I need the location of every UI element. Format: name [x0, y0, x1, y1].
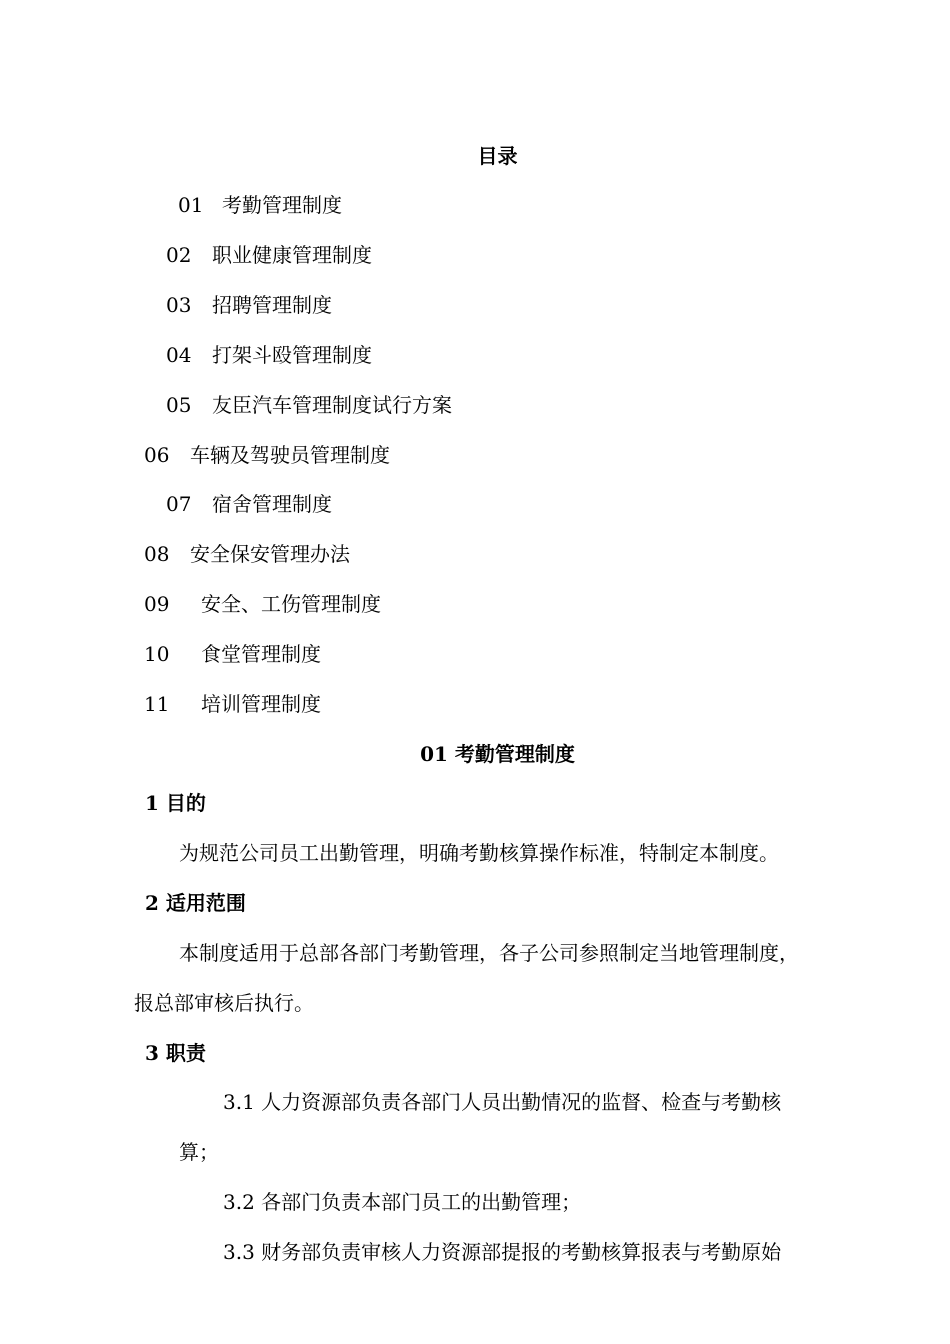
toc-item [166, 391, 452, 419]
toc-item-number: 09 [144, 592, 170, 616]
toc-item-title: 招聘管理制度 [212, 293, 332, 317]
paragraph-duty-3-1-line2: 算； [179, 1140, 219, 1164]
paragraph-scope-line1: 本制度适用于总部各部门考勤管理，各子公司参照制定当地管理制度， [179, 941, 799, 965]
toc-item [178, 191, 342, 219]
toc-item [144, 590, 381, 618]
toc-item [166, 341, 372, 369]
toc-item-number: 01 [178, 193, 204, 217]
toc-item-number: 07 [166, 492, 192, 516]
paragraph-duty-3-1-line1: 3.1 人力资源部负责各部门人员出勤情况的监督、检查与考勤核 [223, 1090, 782, 1114]
toc-item-title: 安全保安管理办法 [190, 542, 350, 566]
paragraph-scope-line2: 报总部审核后执行。 [134, 991, 314, 1015]
toc-item [144, 640, 321, 668]
toc-item-title: 打架斗殴管理制度 [212, 343, 372, 367]
toc-item [144, 690, 321, 718]
section-heading-purpose: 1 目的 [145, 791, 206, 815]
toc-item-title: 友臣汽车管理制度试行方案 [212, 393, 452, 417]
paragraph-purpose: 为规范公司员工出勤管理，明确考勤核算操作标准，特制定本制度。 [179, 841, 779, 865]
toc-item-number: 04 [166, 343, 192, 367]
section-title: 01 考勤管理制度 [420, 742, 575, 766]
paragraph-duty-3-2: 3.2 各部门负责本部门员工的出勤管理； [223, 1190, 582, 1214]
toc-item-number: 06 [144, 443, 170, 467]
toc-item-title: 安全、工伤管理制度 [201, 592, 381, 616]
toc-item [166, 490, 332, 518]
toc-item-title: 食堂管理制度 [201, 642, 321, 666]
toc-item [144, 540, 350, 568]
toc-item [166, 291, 332, 319]
toc-item-number: 05 [166, 393, 192, 417]
paragraph-duty-3-3-line1: 3.3 财务部负责审核人力资源部提报的考勤核算报表与考勤原始 [223, 1240, 782, 1264]
toc-item [166, 241, 372, 269]
toc-heading: 目录 [477, 144, 518, 168]
toc-item-title: 车辆及驾驶员管理制度 [190, 443, 390, 467]
toc-item-number: 11 [144, 692, 170, 716]
toc-item-number: 03 [166, 293, 192, 317]
toc-item-number: 08 [144, 542, 170, 566]
toc-item-number: 10 [144, 642, 170, 666]
toc-item-title: 考勤管理制度 [222, 193, 342, 217]
toc-item-number: 02 [166, 243, 192, 267]
toc-item-title: 培训管理制度 [201, 692, 321, 716]
toc-item-title: 宿舍管理制度 [212, 492, 332, 516]
toc-item [144, 441, 390, 469]
section-heading-duties: 3 职责 [145, 1041, 206, 1065]
toc-item-title: 职业健康管理制度 [212, 243, 372, 267]
section-heading-scope: 2 适用范围 [145, 891, 246, 915]
